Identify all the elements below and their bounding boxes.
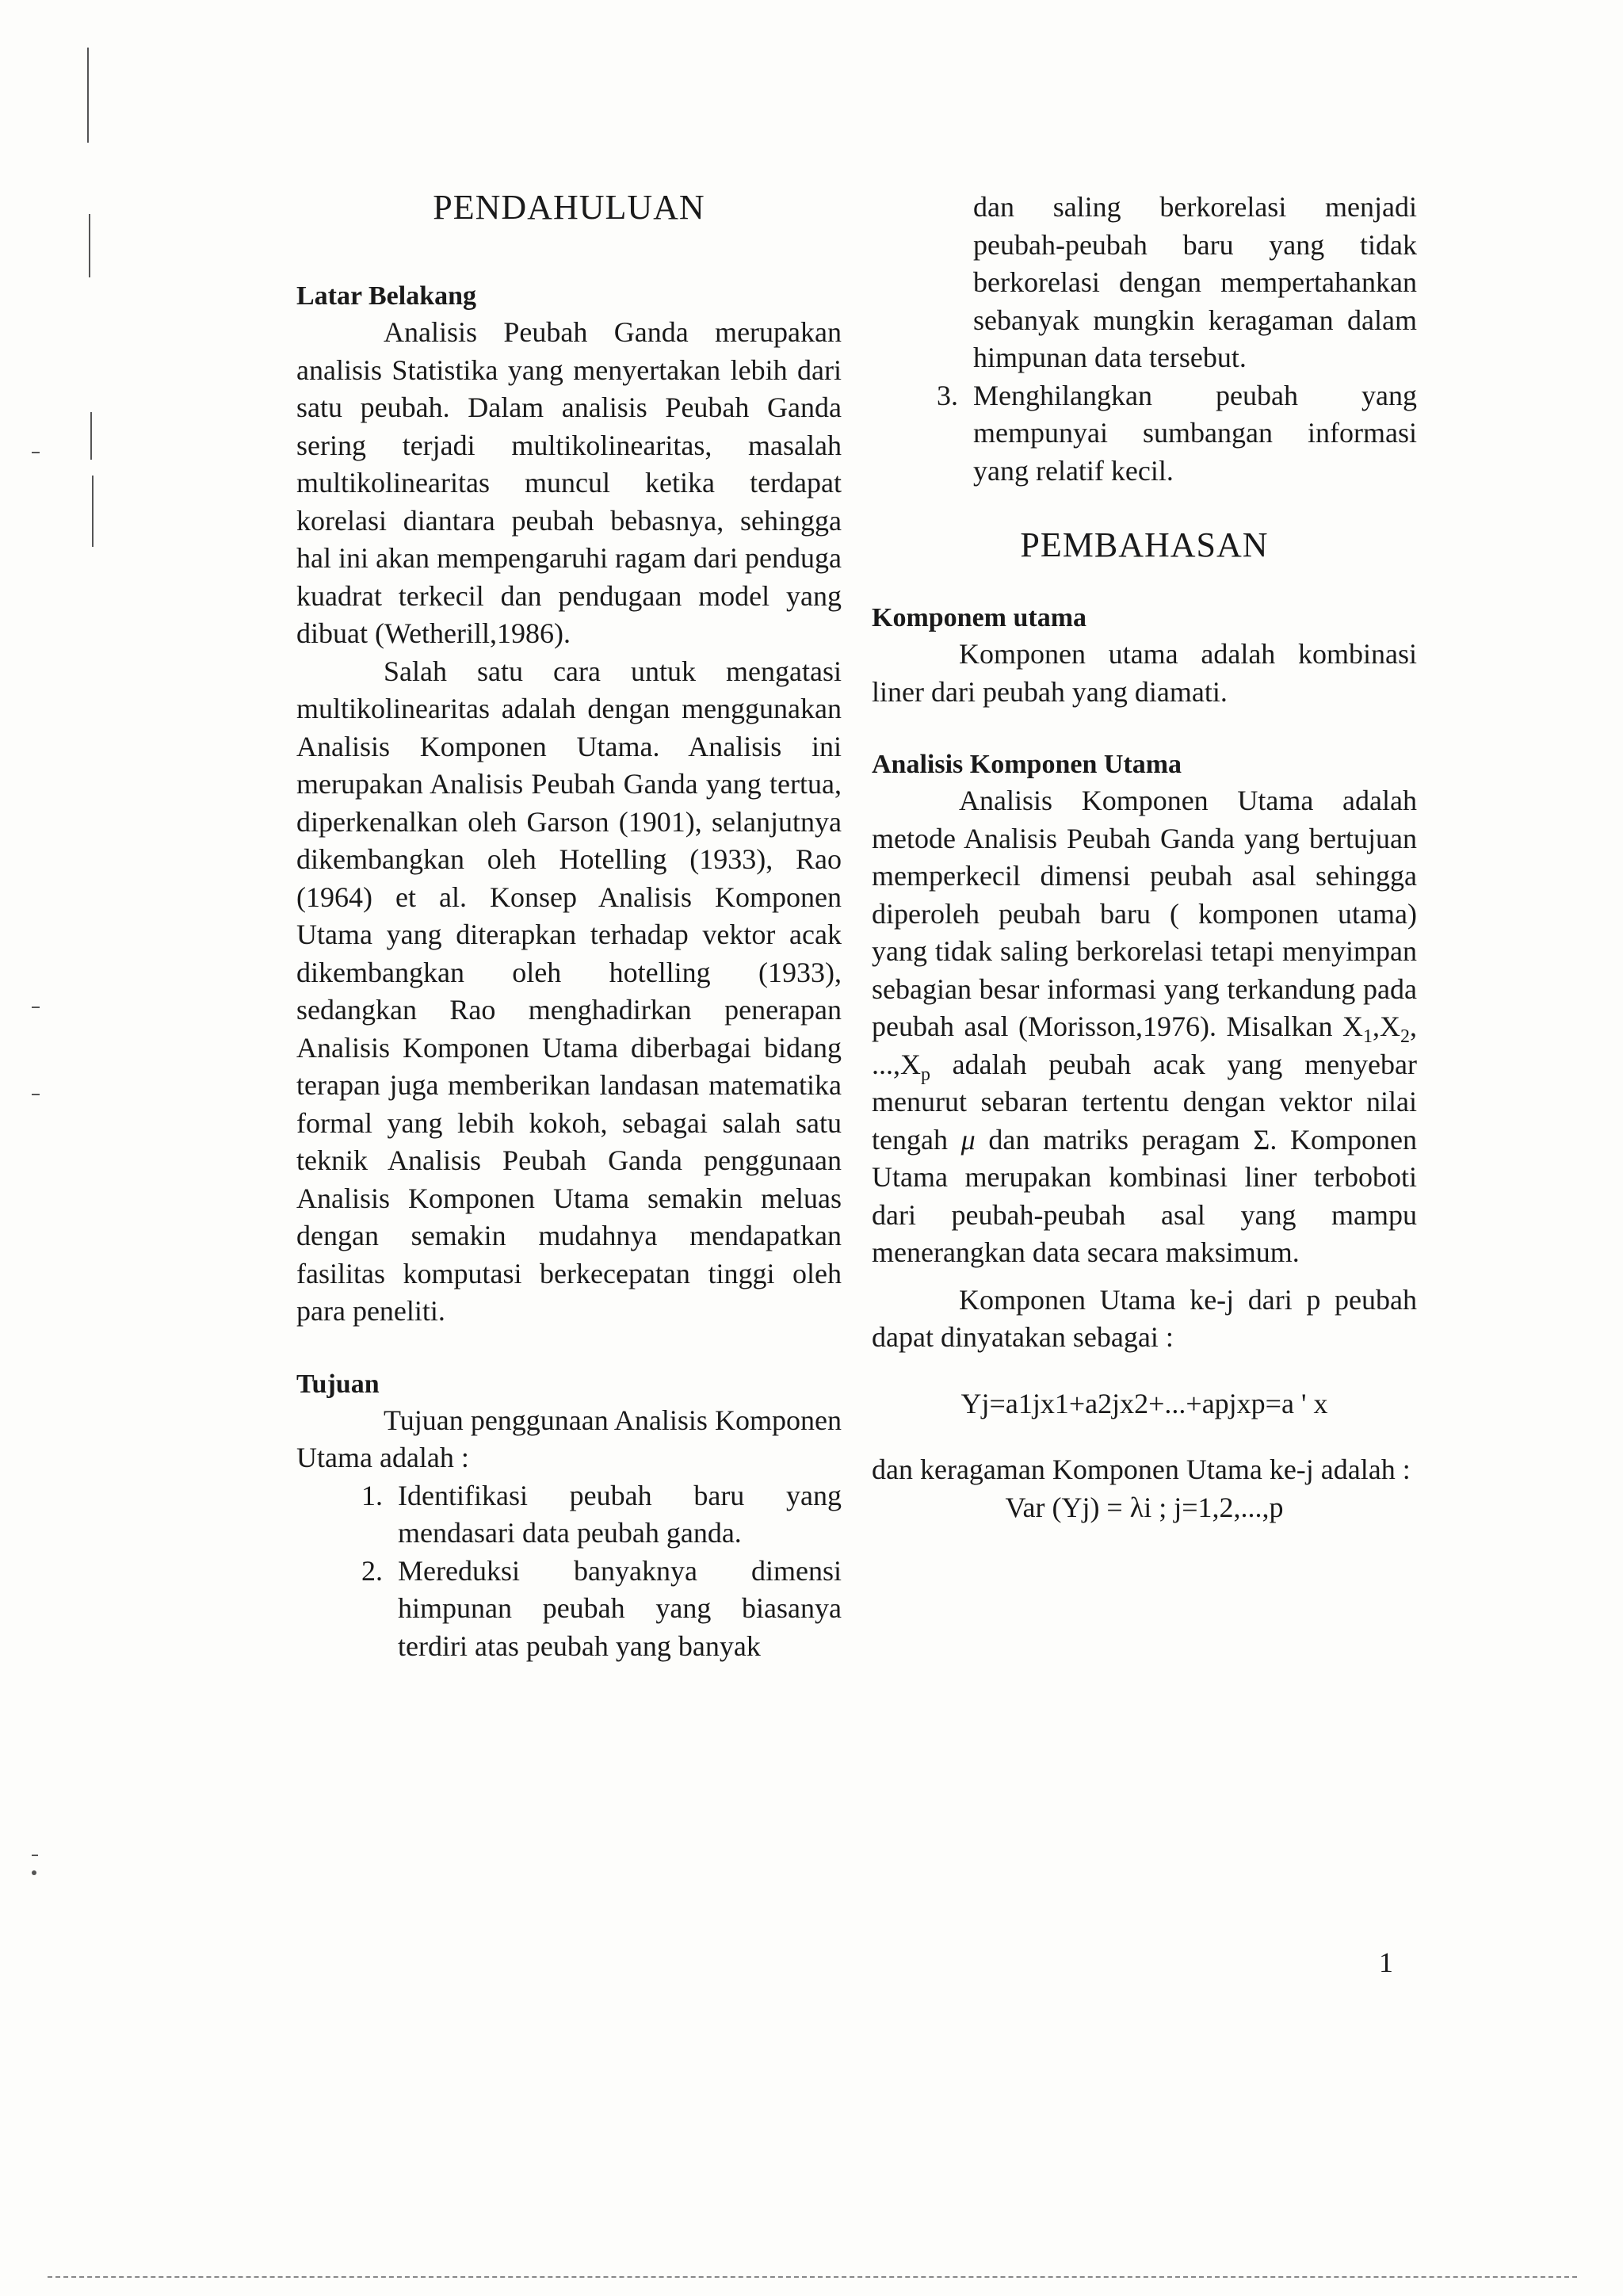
section-title-pendahuluan: PENDAHULUAN — [433, 188, 705, 227]
heading-komponem-utama: Komponem utama — [872, 603, 1087, 632]
tujuan-list — [296, 1477, 842, 1666]
section-title-pembahasan: PEMBAHASAN — [1020, 525, 1269, 564]
list-item: 1. Identifikasi peubah baru yang mendasari data peubah ganda. — [390, 1477, 842, 1553]
list-item-2-continued: dan saling berkorelasi menjadi peubah-peubah baru yang tidak berkorelasi dengan mempertahankan sebanyak mungkin keragaman dalam himpunan data tersebut. — [973, 191, 1417, 373]
scan-bottom-edge — [48, 2276, 1577, 2278]
paragraph-latar-1: Analisis Peubah Ganda merupakan analisis Statistika yang menyertakan lebih dari satu peubah. Dalam analisis Peubah Ganda sering terjadi multikolinearitas, masalah multikolinearitas muncul ketika terdapat korelasi diantara peubah bebasnya, sehingga hal ini akan mempengaruhi ragam dari penduga kuadrat terkecil dan pendugaan model yang dibuat (Wetherill,1986). — [296, 316, 842, 649]
heading-tujuan: Tujuan — [296, 1369, 380, 1399]
left-column — [296, 189, 842, 1665]
paragraph-akm-1: Analisis Komponen Utama adalah metode Analisis Peubah Ganda yang bertujuan memperkecil dimensi peubah asal sehingga diperoleh peubah baru ( komponen utama) yang tidak saling berkorelasi tetapi menyimpan sebagian besar informasi yang terkandung pada peubah asal (Morisson,1976). Misalkan $X_1,X_2$, $...,X_p$ adalah peubah acak yang menyebar menurut sebaran tertentu dengan vektor nilai tengah μ dan matriks peragam Σ. Komponen Utama merupakan kombinasi liner terboboti dari peubah-peubah asal yang mampu menerangkan data secara maksimum. — [872, 785, 1418, 1268]
equation-component: Yj=a1jx1+a2jx2+...+apjxp=a ' x — [960, 1387, 1328, 1419]
heading-analisis-komponen-utama: Analisis Komponen Utama — [872, 750, 1182, 779]
tujuan-list-continued — [872, 377, 1417, 491]
paragraph-latar-2: Salah satu cara untuk mengatasi multikolinearitas adalah dengan menggunakan Analisis Komponen Utama. Analisis ini merupakan Analisis Peubah Ganda yang tertua, diperkenalkan oleh Garson (1901), selanjutnya dikembangkan oleh Hotelling (1933), Rao (1964) et al. Konsep Analisis Komponen Utama yang diterapkan terhadap vektor acak dikembangkan oleh hotelling (1933), sedangkan Rao menghadirkan penerapan Analisis Komponen Utama diberbagai bidang terapan juga memberikan landasan matematika formal yang lebih kokoh, sebagai salah satu teknik Analisis Peubah Ganda penggunaan Analisis Komponen Utama semakin meluas dengan semakin mudahnya mendapatkan fasilitas komputasi berkecepatan tinggi oleh para peneliti. — [296, 655, 842, 1327]
page-number: 1 — [1379, 1946, 1393, 1978]
paragraph-akm-3: dan keragaman Komponen Utama ke-j adalah : — [872, 1454, 1411, 1485]
right-column — [872, 189, 1417, 1526]
list-item: 2. Mereduksi banyaknya dimensi himpunan peubah yang biasanya terdiri atas peubah yang banyak — [390, 1553, 842, 1666]
mu-symbol: μ — [960, 1123, 976, 1156]
equation-variance: Var (Yj) = λi ; j=1,2,...,p — [1005, 1491, 1284, 1523]
list-item: 3. Menghilangkan peubah yang mempunyai sumbangan informasi yang relatif kecil. — [965, 377, 1417, 491]
paragraph-tujuan-intro: Tujuan penggunaan Analisis Komponen Utama adalah : — [296, 1404, 842, 1473]
paragraph-akm-2: Komponen Utama ke-j dari p peubah dapat dinyatakan sebagai : — [872, 1283, 1417, 1353]
heading-latar-belakang: Latar Belakang — [296, 281, 477, 311]
paragraph-komponem: Komponen utama adalah kombinasi liner dari peubah yang diamati. — [872, 638, 1417, 708]
